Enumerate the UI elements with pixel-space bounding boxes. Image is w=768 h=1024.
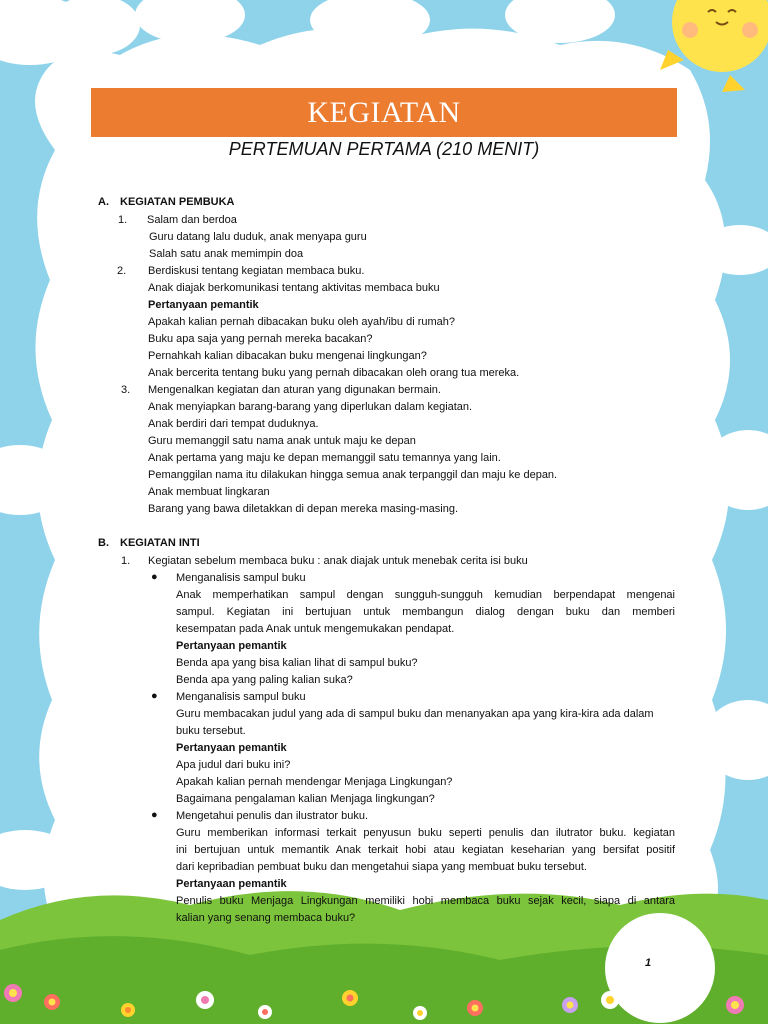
question-heading: Pertanyaan pemantik — [176, 878, 287, 890]
question-heading: Pertanyaan pemantik — [148, 299, 259, 311]
paragraph-line: Guru membacakan judul yang ada di sampul buku dan menanyakan apa yang kira-kira ada dalam — [176, 708, 654, 720]
text-line: Barang yang bawa diletakkan di depan mereka masing-masing. — [148, 503, 459, 515]
question-line: Anak bercerita tentang buku yang pernah dibacakan oleh orang tua mereka. — [148, 367, 520, 379]
question-line: kalian yang senang membaca buku? — [176, 912, 356, 924]
question-line: Benda apa yang paling kalian suka? — [176, 674, 353, 686]
paragraph-line: dari kepribadian pembuat buku dan mengetahui siapa yang membuat buku tersebut. — [176, 861, 587, 873]
question-line: Apakah kalian pernah mendengar Menjaga Lingkungan? — [176, 776, 453, 788]
text-line: Salah satu anak memimpin doa — [149, 248, 304, 260]
item-number: 1. — [121, 555, 131, 567]
bullet-title: Menganalisis sampul buku — [176, 691, 306, 703]
item-title: Mengenalkan kegiatan dan aturan yang digunakan bermain. — [148, 384, 441, 396]
question-line: Apa judul dari buku ini? — [176, 759, 291, 771]
question-line: Penulis buku Menjaga Lingkungan memiliki hobi membaca buku sejak kecil, siapa di antara — [176, 895, 675, 907]
paragraph-line: sampul. Kegiatan ini bertujuan untuk membangun dialog dengan buku dan memberi — [176, 606, 675, 618]
bullet-title: Mengetahui penulis dan ilustrator buku. — [176, 810, 369, 822]
section-b-title: KEGIATAN INTI — [120, 537, 200, 549]
paragraph-line: kesempatan pada Anak untuk mengemukakan pendapat. — [176, 623, 455, 635]
text-line: Anak pertama yang maju ke depan memanggil satu temannya yang lain. — [148, 452, 501, 464]
question-line: Bagaimana pengalaman kalian Menjaga lingkungan? — [176, 793, 435, 805]
question-line: Buku apa saja yang pernah mereka bacakan? — [148, 333, 373, 345]
title-banner — [91, 88, 677, 137]
question-heading: Pertanyaan pemantik — [176, 742, 287, 754]
text-line: Guru datang lalu duduk, anak menyapa guru — [149, 231, 367, 243]
item-title: Salam dan berdoa — [147, 214, 237, 226]
text-line: Anak membuat lingkaran — [148, 486, 270, 498]
question-line: Apakah kalian pernah dibacakan buku oleh ayah/ibu di rumah? — [148, 316, 455, 328]
text-line: Anak berdiri dari tempat duduknya. — [148, 418, 319, 430]
bullet-icon: ● — [151, 809, 158, 821]
question-heading: Pertanyaan pemantik — [176, 640, 287, 652]
text-line: Anak menyiapkan barang-barang yang diperlukan dalam kegiatan. — [148, 401, 473, 413]
paragraph-line: buku tersebut. — [176, 725, 246, 737]
paragraph-line: ini bertujuan untuk memantik Anak terkait hobi atau kegiatan keseharian yang bersifat positif — [176, 844, 675, 856]
item-title: Kegiatan sebelum membaca buku : anak diajak untuk menebak cerita isi buku — [148, 555, 528, 567]
item-title: Berdiskusi tentang kegiatan membaca buku. — [148, 265, 365, 277]
bullet-icon: ● — [151, 571, 158, 583]
item-number: 3. — [121, 384, 131, 396]
section-b-marker: B. — [98, 537, 109, 549]
bullet-icon: ● — [151, 690, 158, 702]
banner-title: KEGIATAN — [307, 95, 461, 129]
text-line: Anak diajak berkomunikasi tentang aktivitas membaca buku — [148, 282, 440, 294]
paragraph-line: Anak memperhatikan sampul dengan sungguh-sungguh kemudian berpendapat mengenai — [176, 589, 675, 601]
section-a-marker: A. — [98, 196, 109, 208]
section-a-title: KEGIATAN PEMBUKA — [120, 196, 235, 208]
paragraph-line: Guru memberikan informasi terkait penyusun buku seperti penulis dan ilutrator buku. kegiatan — [176, 827, 675, 839]
question-line: Pernahkah kalian dibacakan buku mengenai lingkungan? — [148, 350, 427, 362]
text-line: Pemanggilan nama itu dilakukan hingga semua anak terpanggil dan maju ke depan. — [148, 469, 558, 481]
bullet-title: Menganalisis sampul buku — [176, 572, 306, 584]
question-line: Benda apa yang bisa kalian lihat di sampul buku? — [176, 657, 418, 669]
item-number: 1. — [118, 214, 128, 226]
page-subtitle: PERTEMUAN PERTAMA (210 MENIT) — [228, 139, 540, 159]
item-number: 2. — [117, 265, 127, 277]
page-number: 1 — [645, 957, 652, 969]
text-line: Guru memanggil satu nama anak untuk maju ke depan — [148, 435, 416, 447]
